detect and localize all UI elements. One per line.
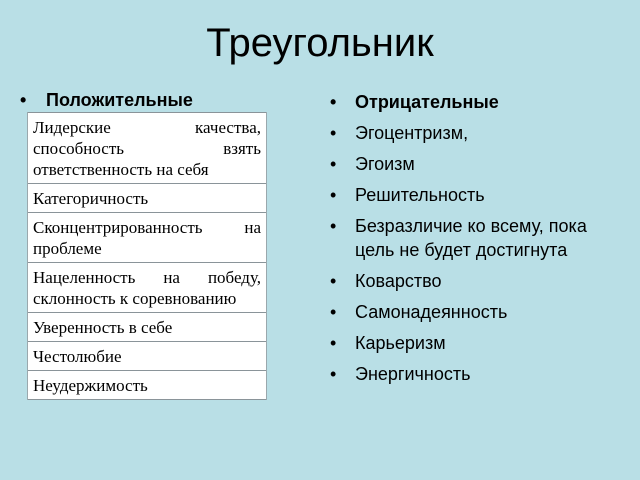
list-item-label: Самонадеянность [355,302,508,322]
positive-traits-table [27,112,267,400]
table-row: Уверенность в себе [28,312,266,341]
list-item-label: Эгоцентризм, [355,123,469,143]
bullet-icon: • [330,92,337,112]
positive-heading-label: Положительные [46,90,193,110]
list-item [330,362,620,386]
table-row: Категоричность [28,183,266,212]
list-item [330,121,620,145]
bullet-icon: • [20,90,27,110]
bullet-icon: • [330,216,337,236]
bullet-icon: • [330,123,337,143]
positive-heading [20,88,193,112]
table-row: Неудержимость [28,370,266,400]
list-item [330,90,620,114]
list-item-label: Карьеризм [355,333,446,353]
table-row: Сконцентрированность на проблеме [28,212,266,262]
list-item [330,269,620,293]
bullet-icon: • [330,302,337,322]
negative-traits-list [330,90,620,393]
bullet-icon: • [330,185,337,205]
list-item [330,183,620,207]
table-row: Нацеленность на победу, склонность к соревнованию [28,262,266,312]
list-item [330,331,620,355]
bullet-icon: • [330,364,337,384]
bullet-icon: • [330,333,337,353]
negative-heading: Отрицательные [355,92,499,112]
list-item [330,214,620,262]
list-item-label: Коварство [355,271,442,291]
list-item-label: Решительность [355,185,485,205]
list-item-label: Энергичность [355,364,471,384]
list-item [330,152,620,176]
table-row: Честолюбие [28,341,266,370]
table-row: Лидерские качества, способность взять ответственность на себя [28,112,266,183]
list-item [330,300,620,324]
list-item-label: Безразличие ко всему, пока цель не будет достигнута [355,216,587,260]
bullet-icon: • [330,154,337,174]
bullet-icon: • [330,271,337,291]
list-item-label: Эгоизм [355,154,415,174]
slide-title: Треугольник [206,21,434,65]
